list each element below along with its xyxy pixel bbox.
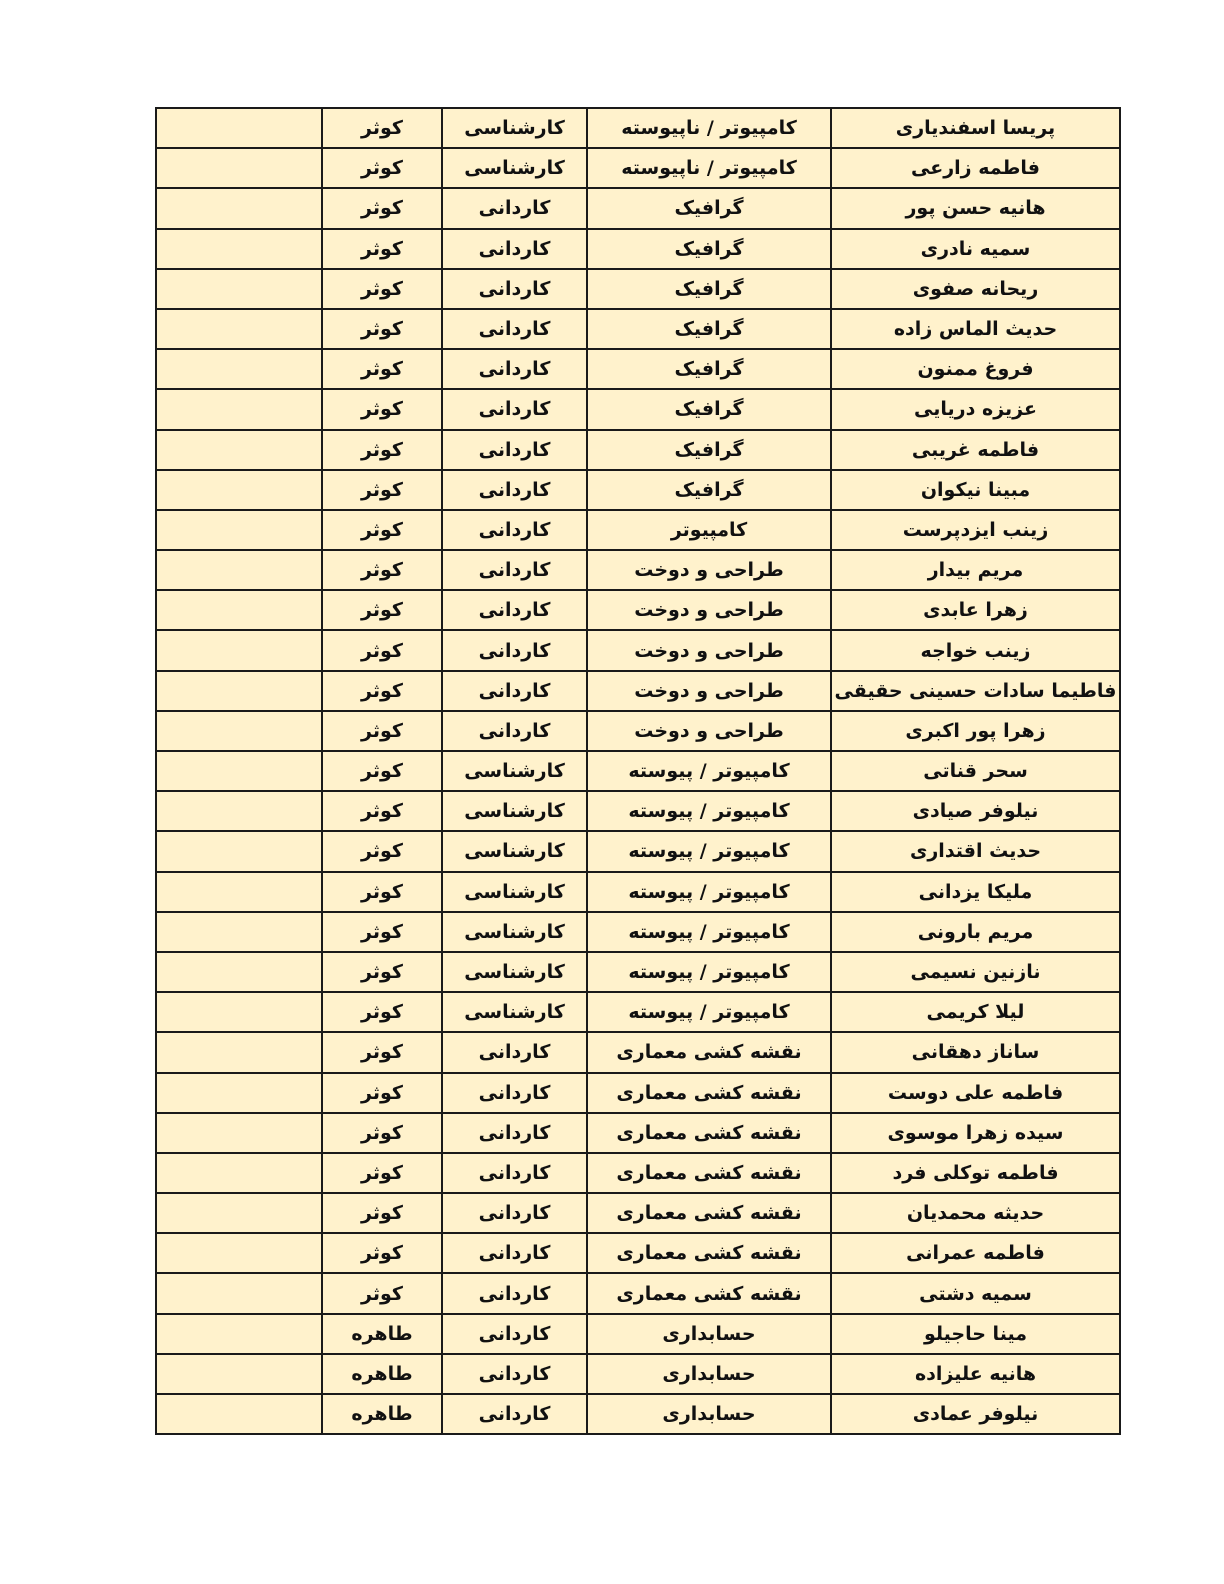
table-row	[156, 1394, 1120, 1434]
level-cell: کاردانی	[442, 389, 587, 429]
table-row	[156, 630, 1120, 670]
location-cell: کوثر	[322, 751, 442, 791]
name-cell: فاطمه علی دوست	[831, 1073, 1120, 1113]
field-cell: گرافیک	[587, 188, 831, 228]
location-cell: کوثر	[322, 630, 442, 670]
name-cell: زهرا عابدی	[831, 590, 1120, 630]
field-cell: گرافیک	[587, 349, 831, 389]
table-row	[156, 1354, 1120, 1394]
level-cell: کاردانی	[442, 1032, 587, 1072]
location-cell: کوثر	[322, 1273, 442, 1313]
location-cell: کوثر	[322, 711, 442, 751]
location-cell: کوثر	[322, 1193, 442, 1233]
table-row	[156, 550, 1120, 590]
field-cell: گرافیک	[587, 309, 831, 349]
field-cell: کامپیوتر / پیوسته	[587, 912, 831, 952]
field-cell: کامپیوتر	[587, 510, 831, 550]
name-cell: فاطیما سادات حسینی حقیقی	[831, 671, 1120, 711]
table-row	[156, 269, 1120, 309]
location-cell: طاهره	[322, 1314, 442, 1354]
empty-cell	[156, 1193, 322, 1233]
table-row	[156, 188, 1120, 228]
field-cell: کامپیوتر / ناپیوسته	[587, 108, 831, 148]
location-cell: کوثر	[322, 952, 442, 992]
field-cell: نقشه کشی معماری	[587, 1233, 831, 1273]
location-cell: کوثر	[322, 1113, 442, 1153]
empty-cell	[156, 791, 322, 831]
name-cell: مریم بارونی	[831, 912, 1120, 952]
empty-cell	[156, 148, 322, 188]
location-cell: کوثر	[322, 590, 442, 630]
field-cell: نقشه کشی معماری	[587, 1273, 831, 1313]
empty-cell	[156, 1032, 322, 1072]
level-cell: کاردانی	[442, 1233, 587, 1273]
field-cell: حسابداری	[587, 1354, 831, 1394]
table-row	[156, 992, 1120, 1032]
level-cell: کارشناسی	[442, 751, 587, 791]
name-cell: حدیث اقتداری	[831, 831, 1120, 871]
level-cell: کاردانی	[442, 1193, 587, 1233]
table-row	[156, 1193, 1120, 1233]
field-cell: کامپیوتر / پیوسته	[587, 872, 831, 912]
name-cell: سمیه دشتی	[831, 1273, 1120, 1313]
name-cell: ملیکا یزدانی	[831, 872, 1120, 912]
empty-cell	[156, 510, 322, 550]
table-row	[156, 831, 1120, 871]
empty-cell	[156, 1073, 322, 1113]
level-cell: کاردانی	[442, 229, 587, 269]
level-cell: کارشناسی	[442, 791, 587, 831]
level-cell: کاردانی	[442, 1314, 587, 1354]
table-row	[156, 952, 1120, 992]
name-cell: ساناز دهقانی	[831, 1032, 1120, 1072]
table-row	[156, 470, 1120, 510]
table-row	[156, 148, 1120, 188]
name-cell: سحر قناتی	[831, 751, 1120, 791]
location-cell: کوثر	[322, 148, 442, 188]
location-cell: کوثر	[322, 1073, 442, 1113]
table-row	[156, 711, 1120, 751]
empty-cell	[156, 671, 322, 711]
location-cell: کوثر	[322, 1153, 442, 1193]
name-cell: فاطمه غریبی	[831, 430, 1120, 470]
field-cell: کامپیوتر / ناپیوسته	[587, 148, 831, 188]
level-cell: کاردانی	[442, 630, 587, 670]
location-cell: کوثر	[322, 1233, 442, 1273]
table-row	[156, 1153, 1120, 1193]
table-row	[156, 1032, 1120, 1072]
field-cell: نقشه کشی معماری	[587, 1073, 831, 1113]
empty-cell	[156, 1233, 322, 1273]
field-cell: کامپیوتر / پیوسته	[587, 992, 831, 1032]
field-cell: نقشه کشی معماری	[587, 1153, 831, 1193]
location-cell: کوثر	[322, 389, 442, 429]
level-cell: کاردانی	[442, 1273, 587, 1313]
name-cell: سمیه نادری	[831, 229, 1120, 269]
table-row	[156, 389, 1120, 429]
empty-cell	[156, 108, 322, 148]
empty-cell	[156, 952, 322, 992]
name-cell: نیلوفر صیادی	[831, 791, 1120, 831]
name-cell: عزیزه دریایی	[831, 389, 1120, 429]
field-cell: نقشه کشی معماری	[587, 1113, 831, 1153]
field-cell: نقشه کشی معماری	[587, 1032, 831, 1072]
name-cell: حدیث الماس زاده	[831, 309, 1120, 349]
location-cell: طاهره	[322, 1354, 442, 1394]
field-cell: کامپیوتر / پیوسته	[587, 831, 831, 871]
empty-cell	[156, 550, 322, 590]
name-cell: فاطمه عمرانی	[831, 1233, 1120, 1273]
level-cell: کاردانی	[442, 671, 587, 711]
empty-cell	[156, 269, 322, 309]
level-cell: کارشناسی	[442, 912, 587, 952]
table-row	[156, 791, 1120, 831]
table-row	[156, 229, 1120, 269]
table-body	[156, 108, 1120, 1434]
name-cell: فروغ ممنون	[831, 349, 1120, 389]
field-cell: کامپیوتر / پیوسته	[587, 751, 831, 791]
location-cell: کوثر	[322, 550, 442, 590]
level-cell: کاردانی	[442, 1153, 587, 1193]
empty-cell	[156, 992, 322, 1032]
location-cell: کوثر	[322, 671, 442, 711]
location-cell: کوثر	[322, 1032, 442, 1072]
empty-cell	[156, 590, 322, 630]
empty-cell	[156, 1314, 322, 1354]
table-row	[156, 349, 1120, 389]
field-cell: طراحی و دوخت	[587, 550, 831, 590]
level-cell: کاردانی	[442, 430, 587, 470]
table-row	[156, 671, 1120, 711]
location-cell: کوثر	[322, 430, 442, 470]
empty-cell	[156, 1394, 322, 1434]
table-row	[156, 872, 1120, 912]
level-cell: کارشناسی	[442, 108, 587, 148]
empty-cell	[156, 1354, 322, 1394]
name-cell: هانیه حسن پور	[831, 188, 1120, 228]
table-row	[156, 108, 1120, 148]
location-cell: کوثر	[322, 872, 442, 912]
location-cell: کوثر	[322, 108, 442, 148]
table-row	[156, 510, 1120, 550]
field-cell: طراحی و دوخت	[587, 671, 831, 711]
level-cell: کاردانی	[442, 349, 587, 389]
name-cell: فاطمه توکلی فرد	[831, 1153, 1120, 1193]
empty-cell	[156, 912, 322, 952]
name-cell: زهرا پور اکبری	[831, 711, 1120, 751]
empty-cell	[156, 430, 322, 470]
field-cell: کامپیوتر / پیوسته	[587, 952, 831, 992]
location-cell: کوثر	[322, 470, 442, 510]
table-row	[156, 1073, 1120, 1113]
level-cell: کاردانی	[442, 1073, 587, 1113]
empty-cell	[156, 470, 322, 510]
table-row	[156, 751, 1120, 791]
name-cell: نازنین نسیمی	[831, 952, 1120, 992]
location-cell: کوثر	[322, 992, 442, 1032]
empty-cell	[156, 229, 322, 269]
level-cell: کارشناسی	[442, 872, 587, 912]
location-cell: کوثر	[322, 229, 442, 269]
location-cell: کوثر	[322, 831, 442, 871]
empty-cell	[156, 711, 322, 751]
name-cell: پریسا اسفندیاری	[831, 108, 1120, 148]
empty-cell	[156, 188, 322, 228]
field-cell: گرافیک	[587, 430, 831, 470]
level-cell: کاردانی	[442, 510, 587, 550]
level-cell: کاردانی	[442, 188, 587, 228]
table-row	[156, 309, 1120, 349]
field-cell: گرافیک	[587, 269, 831, 309]
level-cell: کاردانی	[442, 1354, 587, 1394]
location-cell: کوثر	[322, 912, 442, 952]
table-row	[156, 912, 1120, 952]
level-cell: کاردانی	[442, 711, 587, 751]
name-cell: مینا حاجیلو	[831, 1314, 1120, 1354]
level-cell: کاردانی	[442, 1394, 587, 1434]
empty-cell	[156, 389, 322, 429]
empty-cell	[156, 349, 322, 389]
name-cell: حدیثه محمدیان	[831, 1193, 1120, 1233]
level-cell: کاردانی	[442, 550, 587, 590]
name-cell: مبینا نیکوان	[831, 470, 1120, 510]
name-cell: زینب خواجه	[831, 630, 1120, 670]
table-row	[156, 1314, 1120, 1354]
field-cell: نقشه کشی معماری	[587, 1193, 831, 1233]
level-cell: کاردانی	[442, 269, 587, 309]
level-cell: کاردانی	[442, 590, 587, 630]
table-row	[156, 590, 1120, 630]
name-cell: نیلوفر عمادی	[831, 1394, 1120, 1434]
table-row	[156, 1233, 1120, 1273]
field-cell: طراحی و دوخت	[587, 711, 831, 751]
name-cell: لیلا کریمی	[831, 992, 1120, 1032]
level-cell: کاردانی	[442, 309, 587, 349]
field-cell: حسابداری	[587, 1394, 831, 1434]
location-cell: کوثر	[322, 791, 442, 831]
table-row	[156, 430, 1120, 470]
location-cell: کوثر	[322, 269, 442, 309]
name-cell: ریحانه صفوی	[831, 269, 1120, 309]
name-cell: سیده زهرا موسوی	[831, 1113, 1120, 1153]
field-cell: طراحی و دوخت	[587, 590, 831, 630]
name-cell: زینب ایزدپرست	[831, 510, 1120, 550]
empty-cell	[156, 309, 322, 349]
level-cell: کاردانی	[442, 1113, 587, 1153]
location-cell: کوثر	[322, 309, 442, 349]
field-cell: طراحی و دوخت	[587, 630, 831, 670]
field-cell: کامپیوتر / پیوسته	[587, 791, 831, 831]
empty-cell	[156, 751, 322, 791]
level-cell: کارشناسی	[442, 952, 587, 992]
empty-cell	[156, 630, 322, 670]
field-cell: حسابداری	[587, 1314, 831, 1354]
empty-cell	[156, 872, 322, 912]
level-cell: کارشناسی	[442, 831, 587, 871]
name-cell: فاطمه زارعی	[831, 148, 1120, 188]
empty-cell	[156, 1153, 322, 1193]
empty-cell	[156, 1113, 322, 1153]
location-cell: کوثر	[322, 349, 442, 389]
field-cell: گرافیک	[587, 470, 831, 510]
field-cell: گرافیک	[587, 389, 831, 429]
empty-cell	[156, 831, 322, 871]
student-table	[155, 107, 1121, 1435]
level-cell: کاردانی	[442, 470, 587, 510]
location-cell: کوثر	[322, 188, 442, 228]
level-cell: کارشناسی	[442, 148, 587, 188]
name-cell: هانیه علیزاده	[831, 1354, 1120, 1394]
table-row	[156, 1273, 1120, 1313]
empty-cell	[156, 1273, 322, 1313]
location-cell: کوثر	[322, 510, 442, 550]
name-cell: مریم بیدار	[831, 550, 1120, 590]
level-cell: کارشناسی	[442, 992, 587, 1032]
location-cell: طاهره	[322, 1394, 442, 1434]
table-row	[156, 1113, 1120, 1153]
field-cell: گرافیک	[587, 229, 831, 269]
